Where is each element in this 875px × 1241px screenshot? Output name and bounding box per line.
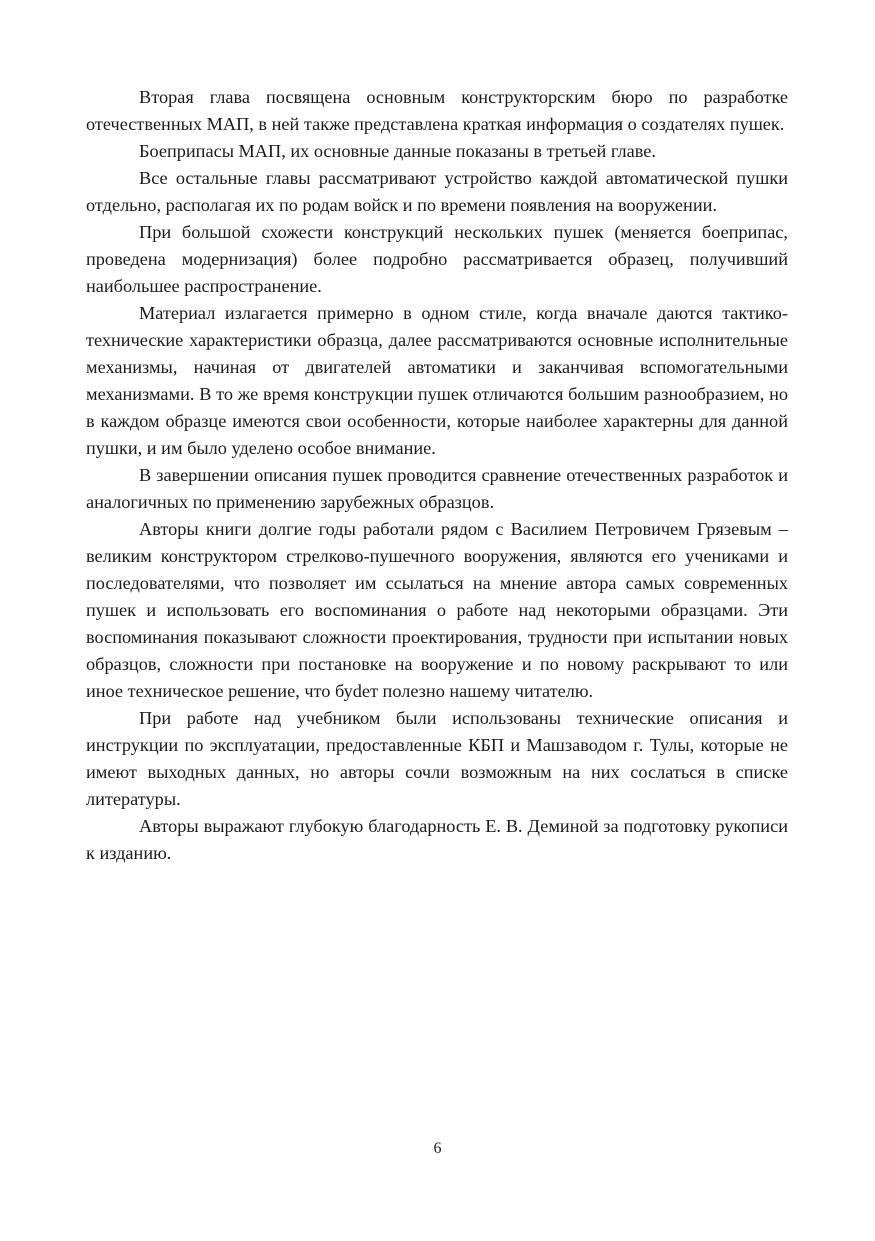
page-number: 6: [433, 1140, 442, 1157]
paragraph-ammunition: Боеприпасы МАП, их основные данные показаны в третьей главе.: [139, 141, 656, 161]
paragraph-sources: При работе над учебником были использованы технические описания и инструкции по эксплуатации, предоставленные КБП и Машзаводом г. Тулы, которые не имеют выходных данных, но авторы сочли возможным на них сослаться в списке литературы.: [86, 708, 788, 809]
paragraph-comparison: В завершении описания пушек проводится сравнение отечественных разработок и аналогичных по применению зарубежных образцов.: [86, 465, 788, 512]
paragraph-presentation-style: Материал излагается примерно в одном стиле, когда вначале даются тактико-технические характеристики образца, далее рассматриваются основные исполнительные механизмы, начиная от двигателей автоматики и заканчивая вспомогательными механизмами. В то же время конструкции пушек отличаются большим разнообразием, но в каждом образце имеются свои особенности, которые наиболее характерны для данной пушки, и им было уделено особое внимание.: [86, 303, 788, 458]
page-body: [86, 84, 788, 867]
paragraph-acknowledgement: Авторы выражают глубокую благодарность Е. В. Деминой за подготовку рукописи к изданию.: [86, 816, 788, 863]
paragraph-other-chapters: Все остальные главы рассматривают устройство каждой автоматической пушки отдельно, располагая их по родам войск и по времени появления на вооружении.: [86, 168, 788, 215]
paragraph-similar-designs: При большой схожести конструкций нескольких пушек (меняется боеприпас, проведена модернизация) более подробно рассматривается образец, получивший наибольшее распространение.: [86, 222, 788, 296]
paragraph-gryazev: Авторы книги долгие годы работали рядом с Василием Петровичем Грязевым – великим конструктором стрелково-пушечного вооружения, являются его учениками и последователями, что позволяет им ссылаться на мнение автора самых современных пушек и использовать его воспоминания о работе над некоторыми образцами. Эти воспоминания показывают сложности проектирования, трудности при испытании новых образцов, сложности при постановке на вооружение и по новому раскрывают то или иное техническое решение, что буdет полезно нашему читателю.: [86, 519, 788, 701]
paragraph-chapter-two: Вторая глава посвящена основным конструкторским бюро по разработке отечественных МАП, в ней также представлена краткая информация о создателях пушек.: [86, 87, 788, 134]
